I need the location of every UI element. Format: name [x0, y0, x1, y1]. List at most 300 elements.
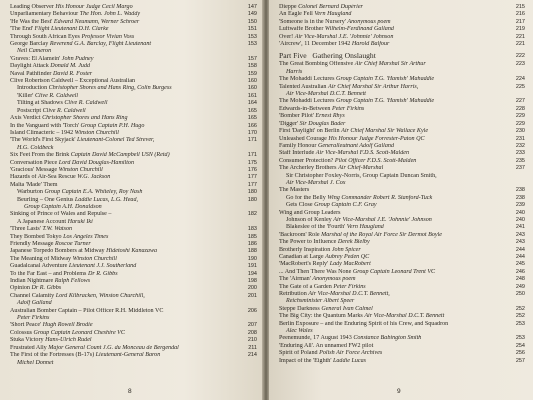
entry-page-number: 254 [515, 342, 525, 349]
entry-text [10, 11, 243, 18]
contents-entry [279, 276, 525, 283]
entry-title: 'Three Lasts' [10, 226, 41, 233]
entry-title: Wing and Group Leaders [279, 209, 341, 216]
entry-text [10, 48, 243, 55]
contents-entry [279, 210, 525, 217]
entry-text [279, 34, 511, 41]
entry-author: Group Captain E.A. Whiteley, Roy Nash [44, 189, 143, 196]
entry-title: The Great Bombing Offensive [279, 61, 354, 68]
entry-title: First 'Daylight' on Berlin [279, 128, 340, 135]
contents-entry [279, 84, 525, 91]
entry-author: Peter Firkins [333, 283, 366, 290]
entry-text [10, 93, 243, 100]
entry-text [279, 143, 511, 150]
contents-entry [10, 115, 257, 122]
entry-page-number: 248 [515, 276, 525, 283]
entry-title: To the Far East – and Problems [10, 270, 87, 277]
entry-page-number: 237 [515, 165, 525, 172]
entry-page-number: 243 [515, 231, 525, 238]
entry-author: Winston Churchill [72, 255, 117, 262]
entry-text [10, 308, 243, 315]
contents-entry [279, 180, 525, 187]
contents-entry [279, 239, 525, 246]
entry-author: Group Captain A.H. Donaldson [24, 203, 102, 210]
entry-page-number: 186 [247, 241, 257, 247]
entry-text [10, 241, 243, 248]
entry-title: Island Climacteric – 1942 [10, 129, 74, 136]
contents-entry [10, 204, 257, 211]
entry-title: Gets Close [286, 202, 313, 209]
entry-title: They Bombed Tokyo [10, 233, 62, 240]
entry-page-number: 231 [515, 135, 525, 142]
entry-page-number: 227 [515, 98, 525, 105]
entry-text [10, 160, 243, 167]
entry-author: Lord David Douglas-Hamilton [58, 159, 135, 166]
entry-page-number: 200 [247, 285, 257, 292]
contents-entry [279, 328, 525, 335]
entry-author: Constance Babington Smith [353, 335, 422, 342]
entry-title: Blakeslee of the 'Fourth' [286, 224, 346, 231]
entry-text [10, 330, 243, 337]
entry-author: Group Captain Leonard Cheshire VC [33, 329, 125, 336]
entry-text [279, 113, 511, 120]
entry-text [279, 195, 511, 202]
entry-author: Lord Kilbracken, Winston Churchill, [55, 292, 145, 299]
entry-page-number: 214 [247, 352, 257, 359]
entry-page-number: 164 [247, 100, 257, 107]
contents-entry [10, 315, 257, 322]
entry-title: Daylight Attack [10, 63, 49, 70]
entry-title: 'Short Peace' [10, 322, 42, 329]
entry-text [10, 182, 243, 189]
entry-page-number: 246 [515, 268, 525, 275]
contents-entry [10, 123, 257, 130]
entry-author: Sir Douglas Bader [299, 120, 346, 127]
contents-entry [10, 34, 257, 41]
entry-author: Aubrey Peden QC [325, 254, 370, 260]
contents-page-left [0, 0, 263, 400]
entry-author: Air Chief-Marshal [338, 165, 384, 172]
contents-entry [10, 4, 257, 11]
entry-page-number: 245 [515, 261, 525, 268]
entry-text [10, 360, 243, 367]
entry-author: The Hon. John L. Waddy [79, 11, 141, 18]
entry-page-number: 158 [247, 63, 257, 70]
entry-title: Conversation Piece [10, 159, 58, 166]
entry-text [279, 150, 511, 157]
entry-author: Group Captain Leonard Trent VC [352, 268, 436, 275]
contents-entry [10, 108, 257, 115]
entry-text [279, 210, 511, 217]
entry-author: Michel Donnet [17, 359, 54, 366]
contents-entry [279, 91, 525, 98]
entry-title: Retribution [279, 291, 307, 298]
entry-author: Ernest Rhys [315, 113, 345, 120]
entry-author: Vern Haugland [346, 224, 384, 231]
entry-text [10, 108, 243, 115]
entry-text [10, 204, 243, 211]
entry-author: Air Vice-Marshal J.E. 'Johnnie' Johnson [333, 216, 432, 223]
contents-entry [279, 128, 525, 135]
entry-author: Lieutenant-General Baron [95, 352, 161, 359]
entry-title: Indian Nightmare [10, 278, 54, 285]
entry-page-number: 191 [247, 263, 257, 270]
entry-title: The First of the Fortresses (B-17s) [10, 352, 95, 359]
entry-page-number: 180 [247, 196, 257, 203]
contents-entry [10, 285, 257, 292]
entry-author: Air Vice-Marshal D.C.T. Bennett [364, 313, 445, 320]
entry-text [279, 11, 511, 18]
entry-title: Naval Pathfinder [10, 70, 52, 77]
entry-author: Lady MacRobert [329, 261, 371, 268]
entry-title: Luftwaffe Brother [279, 26, 324, 33]
entry-text [279, 313, 511, 320]
entry-title: Hazards of Air-Sea Rescue [10, 174, 76, 181]
contents-entry [10, 219, 257, 226]
entry-title: The Masters [279, 187, 310, 194]
entry-author: Laddie Lucas [333, 357, 367, 364]
entry-page-number: 225 [515, 83, 525, 90]
entry-author: Air Vice-Marshal D.C.T. Bennett [286, 91, 366, 98]
contents-entry [10, 48, 257, 55]
entry-text [10, 174, 243, 181]
entry-title: Spirit of Poland [279, 350, 318, 357]
entry-title: 'Enduring All'. An unnamed FW2 pilot [279, 342, 374, 349]
entry-text [10, 285, 243, 292]
entry-page-number: 253 [515, 320, 525, 327]
entry-page-number: 252 [515, 305, 525, 312]
contents-entry [10, 293, 257, 300]
entry-title: The Power to Influence [279, 239, 337, 246]
entry-text [10, 167, 243, 174]
entry-title: 'Killer' [17, 92, 34, 99]
entry-page-number: 166 [247, 122, 257, 129]
entry-title: Unparliamentary Behaviour [10, 11, 79, 18]
contents-entry [279, 121, 525, 128]
contents-entry [279, 254, 525, 261]
entry-author: T.W. Watson [42, 226, 73, 233]
entry-text [10, 337, 243, 344]
entry-title: An Eagle Fell [279, 11, 313, 18]
entry-text [10, 211, 243, 218]
entry-author: Wing Commander Robert R. Stanford-Tuck [327, 194, 433, 201]
contents-entry [279, 187, 525, 194]
entry-text [10, 152, 243, 159]
contents-entry [10, 19, 257, 26]
contents-entry [279, 269, 525, 276]
contents-entry [279, 98, 525, 105]
entry-text [10, 226, 243, 233]
entry-author: Harris [286, 68, 303, 75]
entry-text [279, 298, 511, 305]
entry-page-number: 219 [515, 26, 525, 33]
part-heading [279, 51, 525, 61]
contents-entry [10, 271, 257, 278]
page-number-left: 8 [128, 388, 132, 395]
entry-author: Adolf Galland [17, 300, 52, 307]
entry-text [279, 136, 511, 143]
entry-text [279, 106, 511, 113]
entry-author: Wilhelm-Ferdinand Galland [324, 26, 394, 33]
contents-entry [279, 41, 525, 48]
entry-page-number: 201 [247, 292, 257, 299]
entry-title: Dieppe [279, 4, 297, 10]
contents-entry [279, 150, 525, 157]
entry-author: His Honour Judge Forrester-Paton QC [328, 135, 425, 142]
entry-author: Air Chief Marshal Sir Arthur [354, 61, 426, 68]
entry-text [10, 345, 243, 352]
entry-author: David R. Foster [53, 70, 93, 77]
entry-page-number: 252 [515, 313, 525, 320]
entry-author: Roscoe Turner [55, 241, 91, 247]
contents-entry [279, 298, 525, 305]
entry-page-number: 250 [515, 291, 525, 298]
entry-title: 'Gracious' Message [10, 166, 58, 173]
contents-entry [279, 358, 525, 365]
entry-author: H.G. Coldbeck [17, 144, 54, 151]
entry-page-number: 176 [247, 166, 257, 173]
entry-text [10, 256, 243, 263]
entry-title: Australian Bomber Captain – Pilot Officer R.H. Middleton VC [10, 307, 164, 314]
entry-title: Leading Observer [10, 4, 54, 10]
entry-text [279, 232, 511, 239]
entry-title: Talented Australian [279, 83, 327, 90]
entry-author: Air Chief Marshal Sir Arthur Harris, [328, 83, 419, 90]
entry-text [10, 189, 243, 196]
entry-author: Air Vice-Marshal D.C.T. Bennett, [308, 291, 390, 298]
entry-author: John Pudney [61, 55, 94, 62]
contents-entry [279, 173, 525, 180]
entry-text [279, 202, 511, 209]
entry-author: John Spicer [331, 246, 361, 253]
entry-page-number: 233 [515, 150, 525, 157]
entry-text [279, 158, 511, 165]
entry-text [279, 269, 511, 276]
contents-entry [10, 330, 257, 337]
entry-title: Postscript [17, 107, 42, 114]
entry-text [279, 321, 511, 328]
contents-entry [279, 143, 525, 150]
entry-page-number: 243 [515, 239, 525, 246]
contents-entry [10, 234, 257, 241]
entry-page-number: 253 [515, 335, 525, 342]
entry-text [279, 276, 511, 283]
entry-page-number: 171 [247, 152, 257, 159]
entry-page-number: 223 [515, 61, 525, 68]
entry-text [10, 4, 243, 11]
contents-entry [10, 41, 257, 48]
contents-entry [10, 93, 257, 100]
entry-text [10, 300, 243, 307]
entry-author: His Honour Judge Cecil Margo [55, 4, 133, 10]
contents-entry [10, 226, 257, 233]
entry-author: Major General Count J.G. du Monceau de Bergendal [48, 344, 179, 351]
entry-text [279, 291, 511, 298]
entry-author: Hans-Ulrich Rudel [45, 337, 92, 344]
entry-title: Peenemunde, 17 August 1943 [279, 335, 352, 342]
entry-text [279, 247, 511, 254]
entry-author: Vern Haugland [314, 11, 352, 18]
entry-title: George Barclay [10, 41, 49, 48]
entry-page-number: 229 [515, 113, 525, 120]
contents-entry [279, 113, 525, 120]
entry-page-number: 216 [515, 11, 525, 18]
entry-title: Family Honour [279, 142, 317, 149]
entry-author: Group Captain P.H. Hugo [80, 122, 145, 129]
entry-title: Opinion [10, 285, 30, 292]
contents-entry [279, 313, 525, 320]
entry-author: Hugh Rowell Brodie [42, 322, 93, 329]
contents-entry [10, 360, 257, 367]
contents-entry [10, 337, 257, 344]
contents-entry [279, 165, 525, 172]
entry-author: Air Vice-Marshal J.E. 'Johnnie' Johnson [294, 33, 394, 40]
contents-entry [10, 352, 257, 359]
entry-text [279, 217, 511, 224]
entry-page-number: 160 [247, 78, 257, 85]
contents-entry [279, 343, 525, 350]
entry-author: Air Vice-Marshal F.D.S. Scott-Malden [315, 150, 409, 157]
entry-page-number: 256 [515, 350, 525, 357]
entry-author: Ralph Fellows [54, 278, 91, 285]
entry-text [10, 293, 243, 300]
entry-title: A Japanese Account [17, 218, 67, 225]
entry-text [279, 165, 511, 172]
contents-entry [10, 160, 257, 167]
entry-author: Generalleutnant Adolf Galland [317, 142, 395, 149]
entry-author: Clive R. Caldwell [64, 100, 108, 107]
entry-page-number: 208 [247, 329, 257, 336]
entry-text [279, 4, 511, 11]
contents-entry [10, 308, 257, 315]
entry-page-number: 180 [247, 189, 257, 196]
entry-text [279, 91, 511, 98]
entry-page-number: 149 [247, 11, 257, 18]
contents-page-right [269, 0, 533, 400]
contents-entry [279, 224, 525, 231]
entry-title: Six Feet From the Brink [10, 152, 70, 159]
contents-entry [10, 248, 257, 255]
entry-text [10, 115, 243, 122]
entry-title: Edwards-in-Between [279, 105, 331, 112]
entry-text [10, 123, 243, 130]
contents-entry [279, 76, 525, 83]
entry-title: The Big City: the Quantum Marks [279, 313, 363, 320]
contents-entry [279, 284, 525, 291]
contents-entry [279, 291, 525, 298]
entry-title: 'Digger' [279, 120, 299, 127]
entry-title: Steppe Darkness [279, 305, 320, 312]
entry-author: Anonymous poem [347, 18, 391, 25]
entry-text [279, 350, 511, 357]
entry-page-number: 183 [247, 226, 257, 233]
entry-text [279, 328, 511, 335]
contents-entry [10, 278, 257, 285]
entry-title: Through South African Eyes [10, 33, 80, 40]
entry-title: Staff Interlude [279, 150, 315, 157]
entry-text [279, 284, 511, 291]
entry-author: Hidetoshi Kanazawa [106, 248, 158, 255]
entry-page-number: 185 [247, 233, 257, 240]
entry-title: The Archerley Brothers [279, 165, 337, 172]
entry-page-number: 159 [247, 70, 257, 77]
entry-title: Colossus [10, 329, 33, 336]
entry-title: Over! [279, 33, 294, 40]
entry-author: W.G. Jackson [77, 174, 111, 181]
entry-author: Anonymous poem [312, 276, 356, 283]
entry-text [279, 358, 511, 365]
contents-entry [10, 100, 257, 107]
contents-entry [10, 167, 257, 174]
entry-text [10, 26, 243, 33]
entry-title: 'He Was the Best' [10, 18, 53, 25]
entry-title: Consumer Protection? [279, 157, 334, 164]
entry-author: Dr R. Gibbs [31, 285, 62, 292]
entry-title: 'Graves: El Alamein' [10, 55, 61, 62]
entry-title: Friendly Message [10, 241, 54, 247]
entry-text [279, 41, 511, 48]
contents-entry [10, 78, 257, 85]
entry-author: Derek Bielby [337, 239, 370, 246]
entry-page-number: 238 [515, 194, 525, 201]
entry-title: Channel Calamity [10, 292, 55, 299]
contents-entry [10, 137, 257, 144]
entry-title: Canadian at Large [279, 254, 324, 260]
entry-author: Clive R. Caldwell [42, 107, 86, 114]
entry-page-number: 207 [247, 322, 257, 329]
entry-page-number: 235 [515, 157, 525, 164]
entry-text [279, 254, 511, 261]
entry-title: Guadalcanal Adventure [10, 263, 68, 270]
entry-text [10, 352, 243, 359]
contents-entry [279, 350, 525, 357]
entry-title: Axis Verdict [10, 115, 41, 122]
entry-page-number: 147 [247, 4, 257, 10]
contents-entry [279, 217, 525, 224]
entry-page-number: 177 [247, 181, 257, 188]
entry-author: Air Chief Marshal Sir Wallace Kyle [341, 128, 429, 135]
entry-author: Flight Lieutenant D.H. Clarke [34, 26, 109, 33]
entry-title: Introduction [17, 85, 48, 92]
entry-page-number: 170 [247, 129, 257, 136]
entry-text [10, 56, 243, 63]
entry-page-number: 217 [515, 18, 525, 25]
entry-title: 'Bomber Pilot' [279, 113, 314, 120]
entry-title: In the Vanguard with 'Torch' [10, 122, 80, 129]
entry-page-number: 165 [247, 107, 257, 114]
entry-text [10, 197, 243, 204]
entry-text [279, 306, 511, 313]
entry-author: Lieutenant J.J. Southerland [68, 263, 137, 270]
entry-text [279, 84, 511, 91]
entry-title: 'MacRobert's Reply' [279, 261, 329, 268]
entry-author: Clive R. Caldwell [34, 92, 79, 99]
contents-entry [10, 182, 257, 189]
contents-entry [10, 174, 257, 181]
contents-entry [10, 63, 257, 70]
entry-title: Tilting at Shadows [17, 100, 63, 107]
contents-entry [279, 11, 525, 18]
entry-author: Lieutenant-Colonel Ted Strever, [77, 137, 155, 144]
contents-entry [10, 241, 257, 248]
entry-text [279, 224, 511, 231]
contents-entry [279, 136, 525, 143]
contents-entry [279, 158, 525, 165]
contents-entry [279, 306, 525, 313]
page-number-right: 9 [397, 388, 401, 395]
entry-page-number: 211 [248, 344, 257, 351]
entry-title: Malta 'Made' Them [10, 181, 58, 188]
